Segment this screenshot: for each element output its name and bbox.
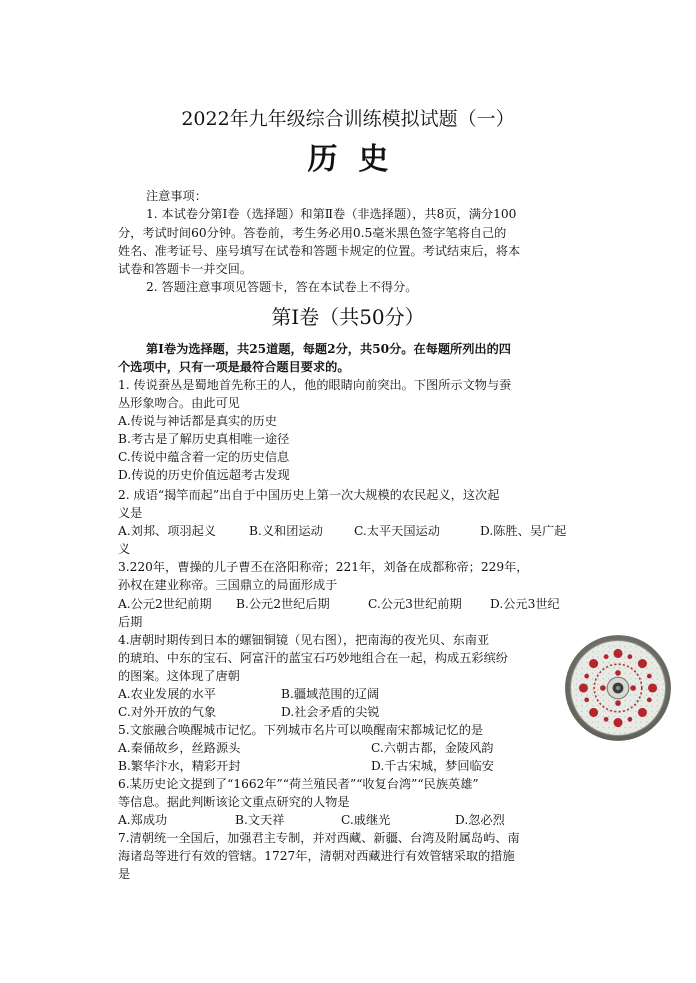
q2-option-c: C.太平天国运动 <box>354 524 440 538</box>
q3-option-a: A.公元2世纪前期 <box>118 597 212 611</box>
q1-option-b: B.考古是了解历史真相唯一途径 <box>118 432 290 446</box>
q5-option-b: B.繁华汴水，精彩开封 <box>118 759 241 773</box>
notice-line: 姓名、准考证号、座号填写在试卷和答题卡规定的位置。考试结束后，将本 <box>118 244 521 258</box>
q6-option-b: B.文天祥 <box>235 813 285 827</box>
notice-line: 2. 答题注意事项见答题卡，答在本试卷上不得分。 <box>146 280 418 294</box>
q3-option-c: C.公元3世纪前期 <box>368 597 462 611</box>
q2-option-b: B.义和团运动 <box>249 524 323 538</box>
q7-stem: 7.清朝统一全国后，加强君主专制，并对西藏、新疆、台湾及附属岛屿、南 <box>118 831 520 845</box>
q2-option-d-wrap: 义 <box>118 542 131 556</box>
q6-option-c: C.戚继光 <box>341 813 391 827</box>
q2-stem: 义是 <box>118 506 143 520</box>
exam-title: 2022年九年级综合训练模拟试题（一） <box>181 108 515 130</box>
q2-stem: 2. 成语“揭竿而起”出自于中国历史上第一次大规模的农民起义，这次起 <box>118 488 500 502</box>
q5-option-c: C.六朝古都，金陵风韵 <box>371 741 494 755</box>
q4-option-d: D.社会矛盾的尖锐 <box>281 705 380 719</box>
q6-stem: 6.某历史论文提到了“1662年”“荷兰殖民者”“收复台湾”“民族英雄” <box>118 777 479 791</box>
section-intro: 个选项中，只有一项是最符合题目要求的。 <box>118 360 350 374</box>
q6-option-a: A.郑成功 <box>118 813 168 827</box>
q3-stem: 3.220年，曹操的儿子曹丕在洛阳称帝；221年，刘备在成都称帝；229年， <box>118 560 529 574</box>
subject-title: 历 史 <box>307 142 389 177</box>
q4-stem: 4.唐朝时期传到日本的螺钿铜镜（见右图），把南海的夜光贝、东南亚 <box>118 633 490 647</box>
q7-stem: 海诸岛等进行有效的管辖。1727年，清朝对西藏进行有效管辖采取的措施 <box>118 849 515 863</box>
q1-stem: 丛形象吻合。由此可见 <box>118 396 240 410</box>
q4-stem: 的琥珀、中东的宝石、阿富汗的蓝宝石巧妙地组合在一起，构成五彩缤纷 <box>118 651 508 665</box>
notice-heading: 注意事项： <box>146 189 207 203</box>
q1-stem: 1. 传说蚕丛是蜀地首先称王的人，他的眼睛向前突出。下图所示文物与蚕 <box>118 378 512 392</box>
q6-stem: 等信息。据此判断该论文重点研究的人物是 <box>118 795 350 809</box>
q1-option-d: D.传说的历史价值远超考古发现 <box>118 468 290 482</box>
q3-option-d-wrap: 后期 <box>118 615 143 629</box>
notice-line: 分，考试时间60分钟。答卷前，考生务必用0.5毫米黑色签字笔将自己的 <box>118 226 507 240</box>
q3-option-b: B.公元2世纪后期 <box>236 597 330 611</box>
notice-line: 1. 本试卷分第Ⅰ卷（选择题）和第Ⅱ卷（非选择题），共8页，满分100 <box>146 207 517 221</box>
q4-option-b: B.疆域范围的辽阔 <box>281 687 380 701</box>
q4-stem: 的图案。这体现了唐朝 <box>118 669 240 683</box>
tang-bronze-mirror-icon <box>564 634 672 742</box>
q5-stem: 5.文旅融合唤醒城市记忆。下列城市名片可以唤醒南宋都城记忆的是 <box>118 723 484 737</box>
q3-option-d: D.公元3世纪 <box>490 597 560 611</box>
q4-option-a: A.农业发展的水平 <box>118 687 216 701</box>
q2-option-d: D.陈胜、吴广起 <box>480 524 567 538</box>
q3-stem: 孙权在建业称帝。三国鼎立的局面形成于 <box>118 578 338 592</box>
section-title: 第Ⅰ卷（共50分） <box>271 305 425 329</box>
q2-option-a: A.刘邦、项羽起义 <box>118 524 216 538</box>
q1-option-a: A.传说与神话都是真实的历史 <box>118 414 277 428</box>
q4-option-c: C.对外开放的气象 <box>118 705 217 719</box>
q5-option-d: D.千古宋城，梦回临安 <box>371 759 494 773</box>
q1-option-c: C.传说中蕴含着一定的历史信息 <box>118 450 290 464</box>
q5-option-a: A.秦俑故乡，丝路源头 <box>118 741 241 755</box>
q7-stem: 是 <box>118 867 131 881</box>
q6-option-d: D.忽必烈 <box>455 813 505 827</box>
section-intro: 第Ⅰ卷为选择题，共25道题，每题2分，共50分。在每题所列出的四 <box>146 342 511 356</box>
notice-line: 试卷和答题卡一并交回。 <box>118 262 253 276</box>
